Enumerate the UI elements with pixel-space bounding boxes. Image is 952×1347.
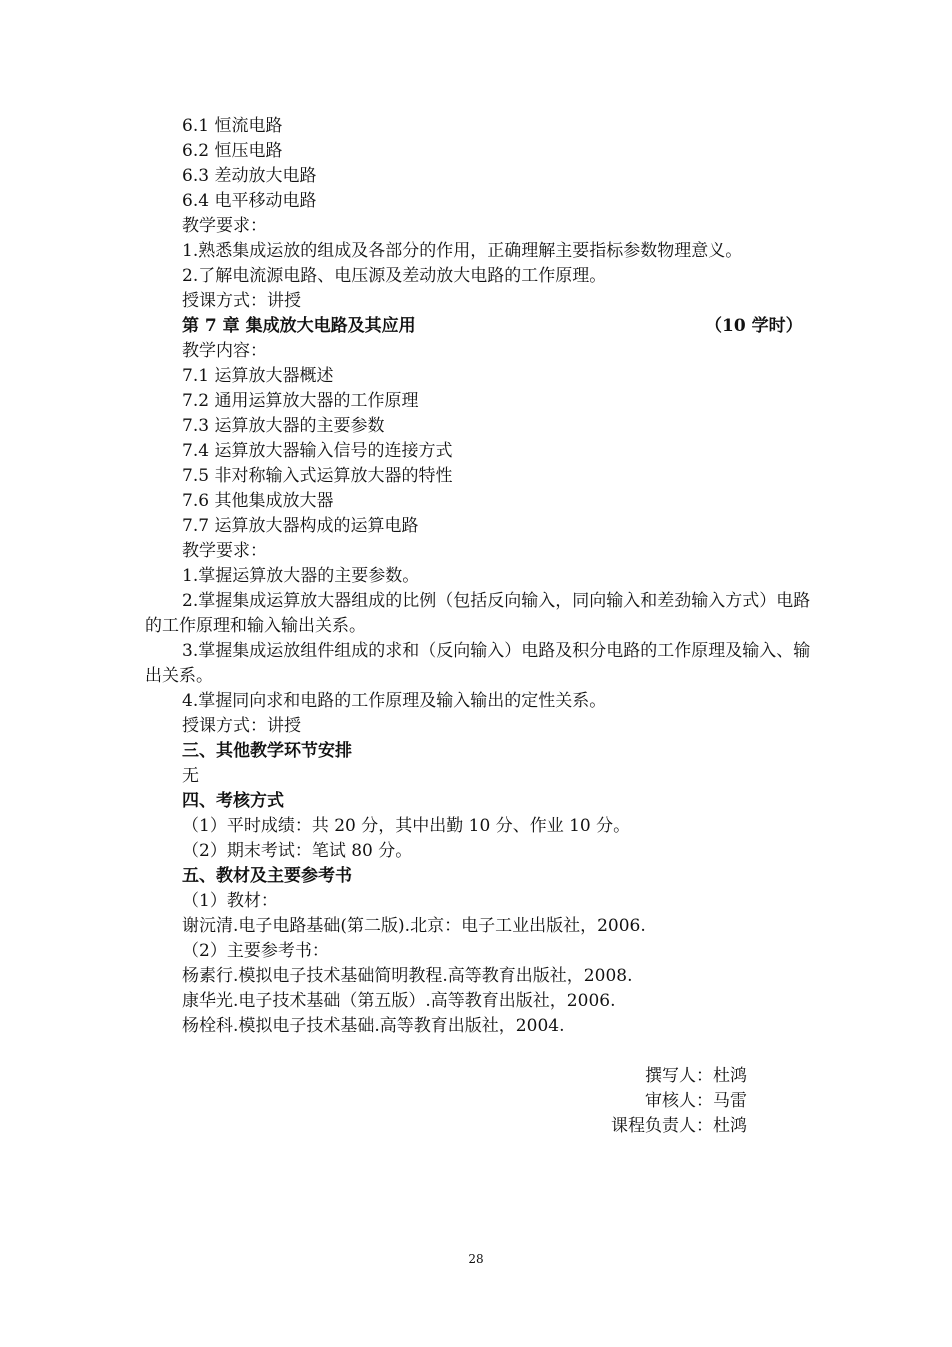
requirements-label: 教学要求： xyxy=(182,216,267,236)
assessment-item: （2）期末考试：笔试 80 分。 xyxy=(182,841,413,861)
page-body xyxy=(145,114,813,1039)
references-label: （2）主要参考书： xyxy=(182,941,329,961)
assessment-item: （1）平时成绩：共 20 分，其中出勤 10 分、作业 10 分。 xyxy=(182,816,631,836)
chapter-title: 第 7 章 集成放大电路及其应用 xyxy=(182,316,416,336)
section-text: 无 xyxy=(182,766,199,786)
section-item: 6.3 差动放大电路 xyxy=(182,166,317,186)
textbook-label: （1）教材： xyxy=(182,891,278,911)
section-item: 6.4 电平移动电路 xyxy=(182,191,317,211)
teaching-method: 授课方式：讲授 xyxy=(182,291,301,311)
author-signature: 撰写人：杜鸿 xyxy=(645,1066,747,1086)
reference-entry: 康华光.电子技术基础（第五版）.高等教育出版社，2006. xyxy=(182,991,616,1011)
section-item: 7.3 运算放大器的主要参数 xyxy=(182,416,385,436)
reference-entry: 杨栓科.模拟电子技术基础.高等教育出版社，2004. xyxy=(182,1016,565,1036)
section-item: 6.2 恒压电路 xyxy=(182,141,283,161)
section-item: 7.6 其他集成放大器 xyxy=(182,491,334,511)
content-label: 教学内容： xyxy=(182,341,267,361)
section-item: 7.1 运算放大器概述 xyxy=(182,366,334,386)
page-number: 28 xyxy=(468,1252,484,1266)
section-item: 6.1 恒流电路 xyxy=(182,116,283,136)
section-item: 7.2 通用运算放大器的工作原理 xyxy=(182,391,419,411)
requirement-item: 2.掌握集成运算放大器组成的比例（包括反向输入，同向输入和差劲输入方式）电路的工作原理和输入输出关系。 xyxy=(145,591,811,636)
requirement-item: 3.掌握集成运放组件组成的求和（反向输入）电路及积分电路的工作原理及输入、输出关系。 xyxy=(145,641,811,686)
requirement-item: 1.掌握运算放大器的主要参数。 xyxy=(182,566,420,586)
section-heading: 五、教材及主要参考书 xyxy=(182,866,352,886)
reviewer-signature: 审核人：马雷 xyxy=(645,1091,747,1111)
course-owner-signature: 课程负责人：杜鸿 xyxy=(611,1116,747,1136)
requirements-label: 教学要求： xyxy=(182,541,267,561)
chapter-hours: （10 学时） xyxy=(705,316,803,336)
textbook-entry: 谢沅清.电子电路基础(第二版).北京：电子工业出版社，2006. xyxy=(182,916,646,936)
section-heading: 四、考核方式 xyxy=(182,791,284,811)
chapter-heading xyxy=(145,314,813,339)
teaching-method: 授课方式：讲授 xyxy=(182,716,301,736)
section-item: 7.7 运算放大器构成的运算电路 xyxy=(182,516,419,536)
signature-block xyxy=(611,1064,747,1139)
requirement-item: 2.了解电流源电路、电压源及差动放大电路的工作原理。 xyxy=(182,266,607,286)
reference-entry: 杨素行.模拟电子技术基础简明教程.高等教育出版社，2008. xyxy=(182,966,633,986)
requirement-item: 1.熟悉集成运放的组成及各部分的作用，正确理解主要指标参数物理意义。 xyxy=(182,241,743,261)
requirement-item: 4.掌握同向求和电路的工作原理及输入输出的定性关系。 xyxy=(182,691,607,711)
section-heading: 三、其他教学环节安排 xyxy=(182,741,352,761)
section-item: 7.5 非对称输入式运算放大器的特性 xyxy=(182,466,453,486)
section-item: 7.4 运算放大器输入信号的连接方式 xyxy=(182,441,453,461)
